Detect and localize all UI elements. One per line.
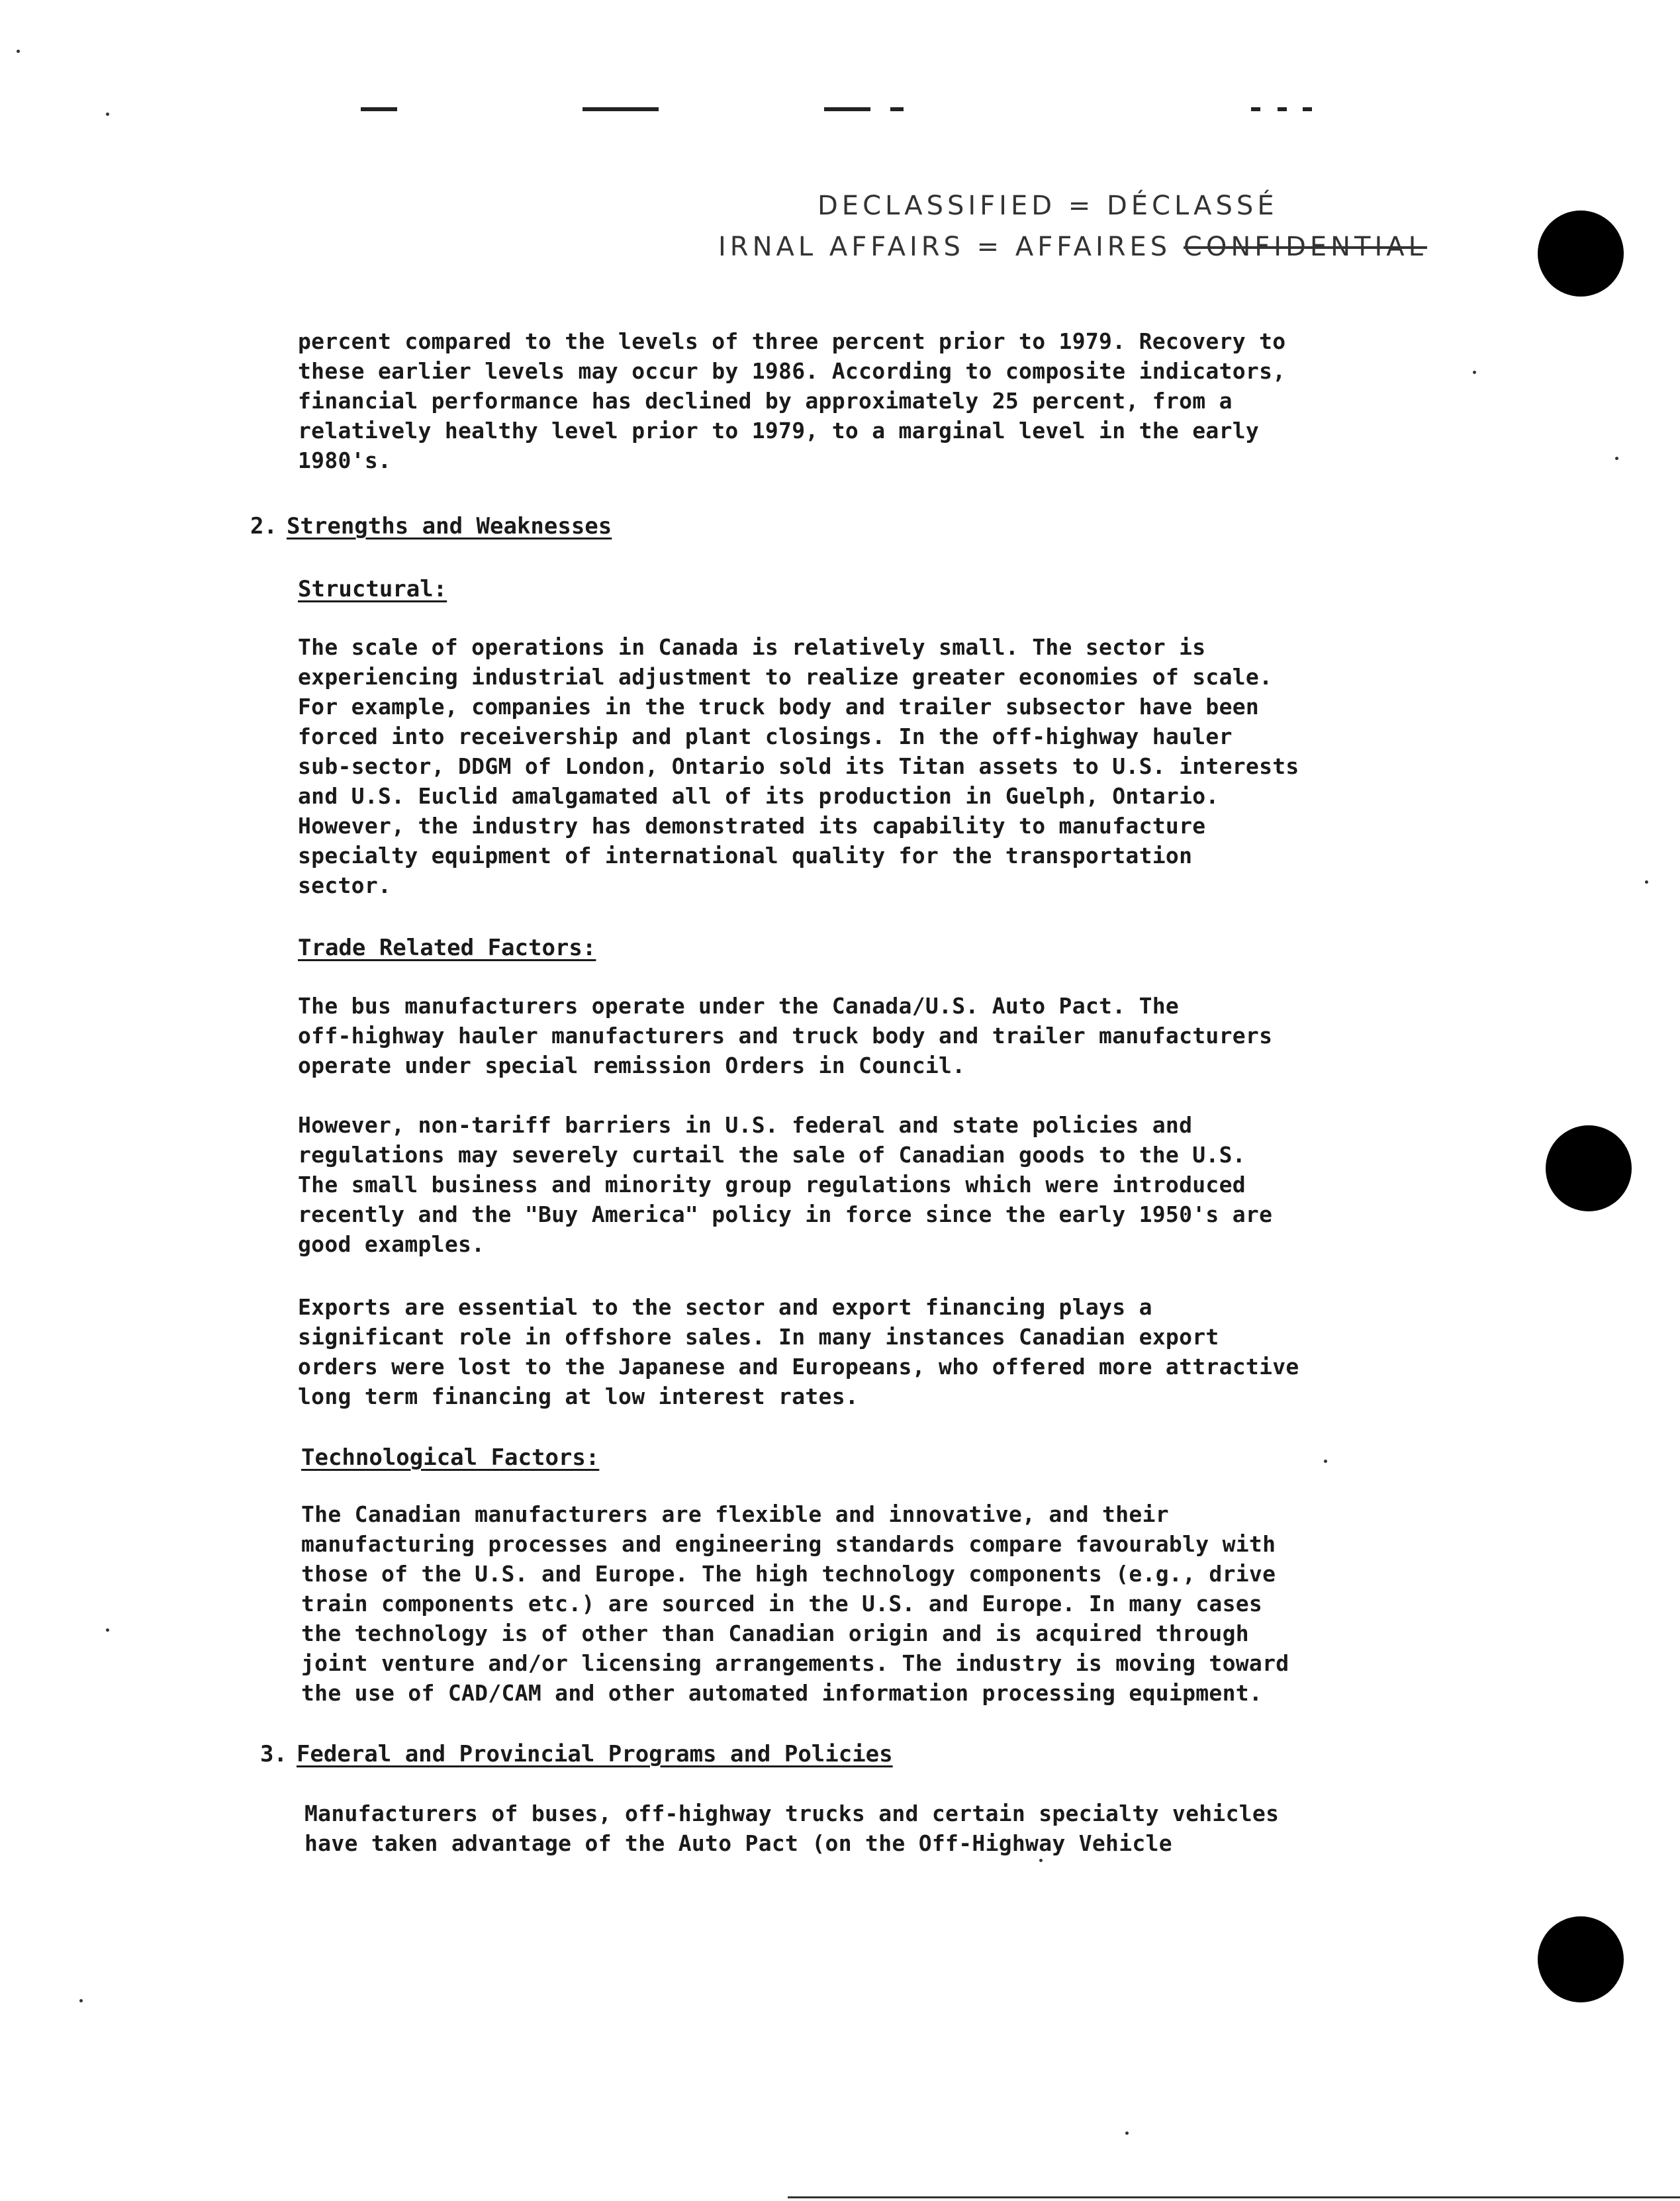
scan-speck [106,113,109,116]
structural-paragraph: The scale of operations in Canada is relatively small. The sector is experiencing industrial adjustment to realize greater economies of scale. For example, companies in the truck body and trailer subsector have been forced into receivership and plant closings. In the off-highway hauler sub-sector, DDGM of London, Ontario sold its Titan assets to U.S. interests and U.S. Euclid amalgamated all of its production in Guelph, Ontario. However, the industry has demonstrated its capability to manufacture specialty equipment of international quality for the transportation sector. [298,634,1299,898]
scan-speck [106,1628,109,1632]
scan-speck [79,1999,83,2002]
section-3-paragraph: Manufacturers of buses, off-highway trucks and certain specialty vehicles have taken advantage of the Auto Pact (on the Off-Highway Vehicle [304,1801,1280,1856]
scan-speck [1645,880,1648,884]
section-3-heading [260,1740,893,1769]
section-2-number: 2. [250,513,277,539]
section-3-title: Federal and Provincial Programs and Policies [296,1741,893,1767]
scan-mark [1251,107,1260,111]
trade-paragraph-2: However, non-tariff barriers in U.S. federal and state policies and regulations may severely curtail the sale of Canadian goods to the U.S. The small business and minority group regulations which were introduced recently and the "Buy America" policy in force since the early 1950's are good examples. [298,1112,1273,1257]
stamp-line-1: DECLASSIFIED = DÉCLASSÉ [817,191,1278,221]
scan-edge-line [788,2196,1680,2198]
stamp-struck-classification: CONFIDENTIAL [1183,232,1427,262]
stamp-line-2-prefix: IRNAL AFFAIRS = AFFAIRES [718,232,1184,262]
scan-speck [1039,1859,1043,1862]
punch-hole-top [1538,211,1624,297]
scan-speck [17,50,20,53]
scan-speck [1324,1460,1327,1463]
section-3-number: 3. [260,1741,287,1767]
stamp-line-2 [718,226,1446,267]
trade-related-heading: Trade Related Factors: [298,935,596,961]
scan-mark [890,107,904,111]
intro-paragraph: percent compared to the levels of three percent prior to 1979. Recovery to these earlier levels may occur by 1986. According to composite indicators, financial performance has declined by approximately 25 percent, from a relatively healthy level prior to 1979, to a marginal level in the early 1980's. [298,328,1286,473]
trade-paragraph-1: The bus manufacturers operate under the Canada/U.S. Auto Pact. The off-highway hauler manufacturers and truck body and trailer manufacturers operate under special remission Orders in Council. [298,993,1273,1078]
technological-heading: Technological Factors: [301,1444,600,1471]
scan-mark [1303,107,1312,111]
scan-speck [1473,371,1476,374]
declassified-stamp [718,185,1446,267]
technological-paragraph: The Canadian manufacturers are flexible and innovative, and their manufacturing processes and engineering standards compare favourably with those of the U.S. and Europe. The high technology components (e.g., drive train components etc.) are sourced in the U.S. and Europe. In many cases the technology is of other than Canadian origin and is acquired through joint venture and/or licensing arrangements. The industry is moving toward the use of CAD/CAM and other automated information processing equipment. [301,1501,1289,1706]
scan-mark [583,107,659,111]
section-2-title: Strengths and Weaknesses [286,513,612,539]
section-2-heading [250,512,612,541]
scan-speck [1615,457,1618,460]
structural-heading: Structural: [298,576,447,602]
punch-hole-middle [1546,1125,1632,1211]
trade-paragraph-3: Exports are essential to the sector and export financing plays a significant role in offshore sales. In many instances Canadian export orders were lost to the Japanese and Europeans, who offered more attractive long term financing at low interest rates. [298,1294,1299,1409]
scan-mark [361,107,397,111]
scan-mark [1278,107,1287,111]
scan-speck [1125,2131,1129,2135]
scan-mark [824,107,870,111]
punch-hole-bottom [1538,1916,1624,2002]
